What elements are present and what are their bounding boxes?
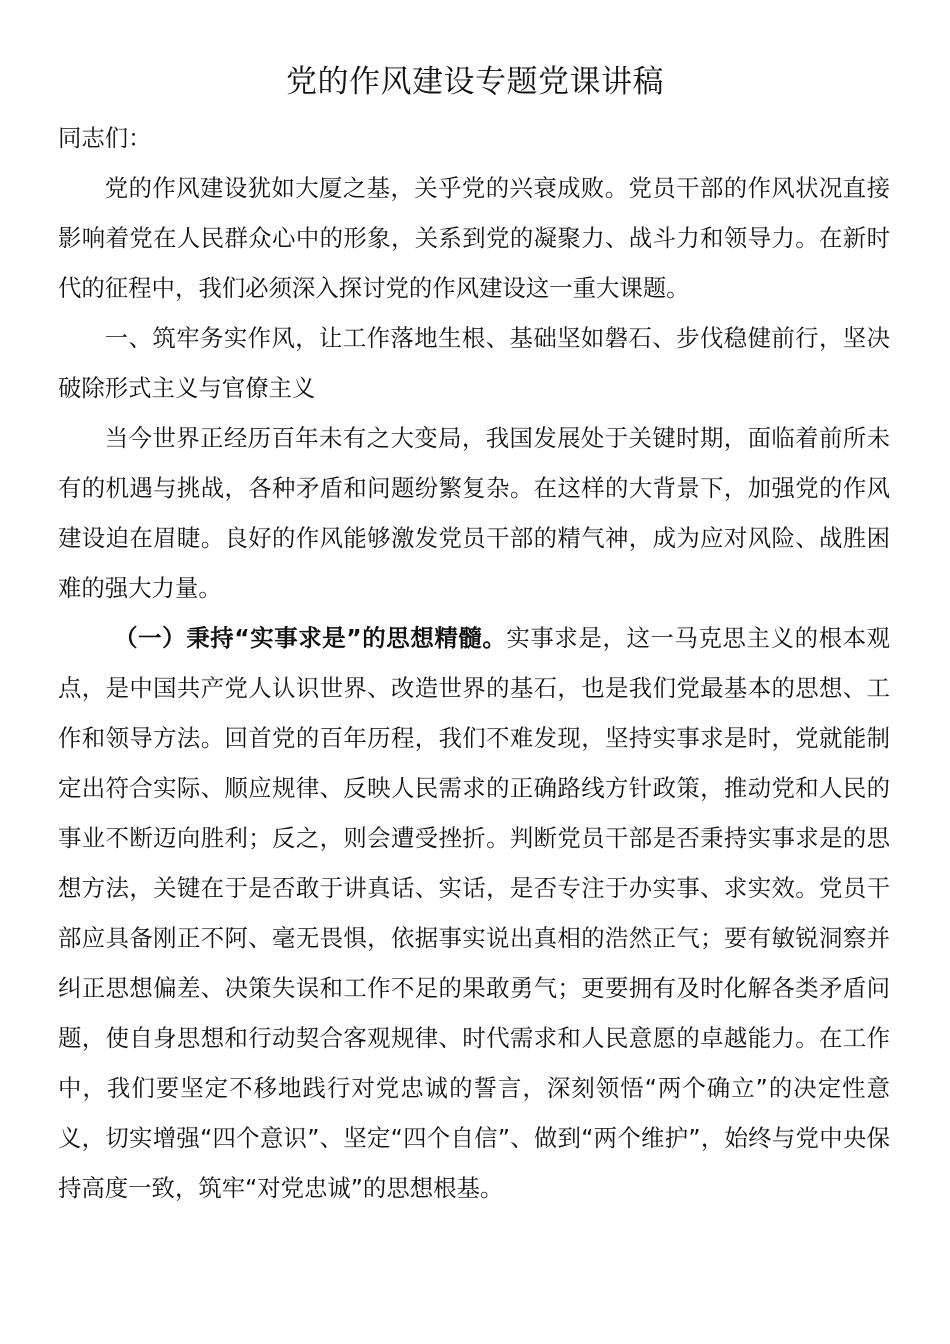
subsection-one-paragraph bbox=[58, 613, 890, 1213]
intro-paragraph: 党的作风建设犹如大厦之基，关乎党的兴衰成败。党员干部的作风状况直接影响着党在人民群众心中的形象，关系到党的凝聚力、战斗力和领导力。在新时代的征程中，我们必须深入探讨党的作风建设这一重大课题。 bbox=[58, 174, 890, 302]
document-body bbox=[58, 113, 890, 1213]
greeting: 同志们： bbox=[58, 124, 152, 152]
subsection-one-text: 实事求是，这一马克思主义的根本观点，是中国共产党人认识世界、改造世界的基石，也是我们党最基本的思想、工作和领导方法。回首党的百年历程，我们不难发现，坚持实事求是时，党就能制定出符合实际、顺应规律、反映人民需求的正确路线方针政策，推动党和人民的事业不断迈向胜利；反之，则会遭受挫折。判断党员干部是否秉持实事求是的思想方法，关键在于是否敢于讲真话、实话，是否专注于办实事、求实效。党员干部应具备刚正不阿、毫无畏惧，依据事实说出真相的浩然正气；要有敏锐洞察并纠正思想偏差、决策失误和工作不足的果敢勇气；更要拥有及时化解各类矛盾问题，使自身思想和行动契合客观规律、时代需求和人民意愿的卓越能力。在工作中，我们要坚定不移地践行对党忠诚的誓言，深刻领悟“两个确立”的决定性意义，切实增强“四个意识”、坚定“四个自信”、做到“两个维护”，始终与党中央保持高度一致，筑牢“对党忠诚”的思想根基。 bbox=[58, 624, 891, 1202]
background-paragraph: 当今世界正经历百年未有之大变局，我国发展处于关键时期，面临着前所未有的机遇与挑战，各种矛盾和问题纷繁复杂。在这样的大背景下，加强党的作风建设迫在眉睫。良好的作风能够激发党员干部的精气神，成为应对风险、战胜困难的强大力量。 bbox=[58, 424, 890, 602]
subsection-one-lead: （一）秉持“实事求是”的思想精髓。 bbox=[114, 624, 507, 652]
section-one-heading: 一、筑牢务实作风，让工作落地生根、基础坚如磐石、步伐稳健前行，坚决破除形式主义与官僚主义 bbox=[58, 324, 890, 402]
document-title: 党的作风建设专题党课讲稿 bbox=[286, 64, 664, 100]
